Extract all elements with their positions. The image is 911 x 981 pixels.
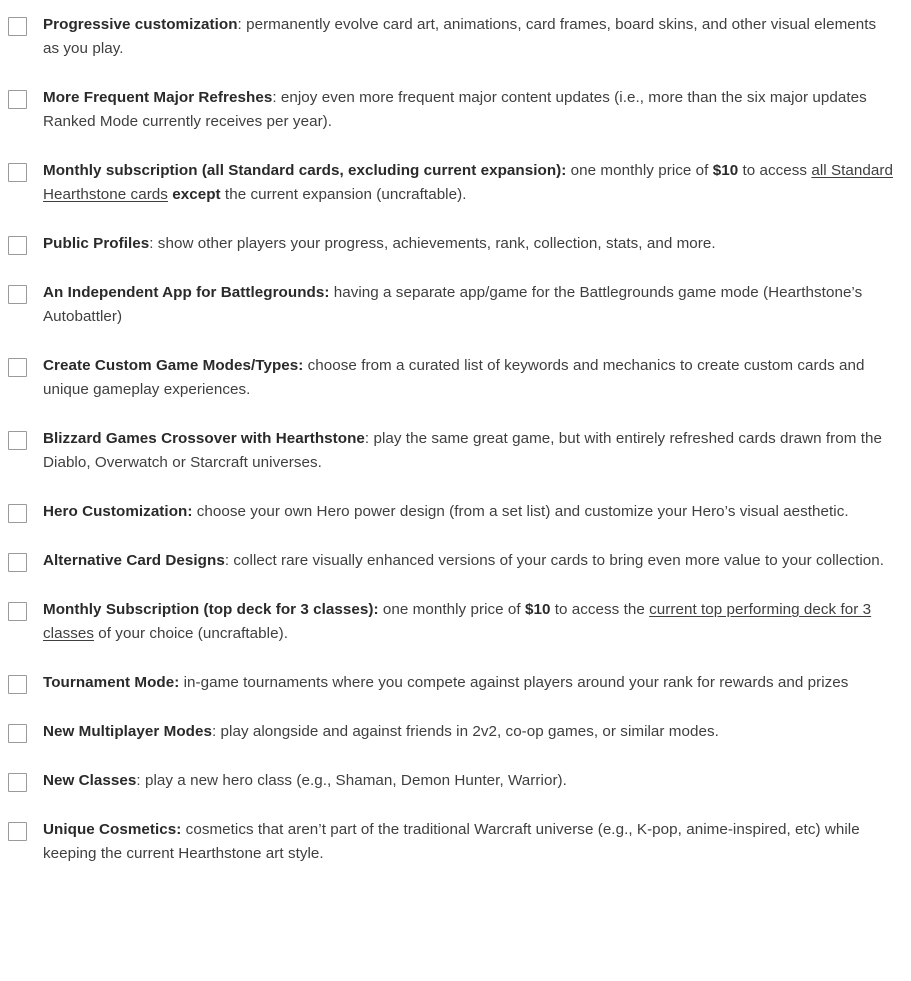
option-text bbox=[43, 671, 895, 695]
checkbox[interactable] bbox=[8, 504, 27, 523]
option-text bbox=[43, 818, 895, 866]
option-title: An Independent App for Battlegrounds: bbox=[43, 284, 330, 301]
option-text: Progressive customization: permanently evolve card art, animations, card frames, board skins, and other visual elements as you play. bbox=[43, 16, 877, 57]
option-title: More Frequent Major Refreshes bbox=[43, 89, 273, 106]
option-text bbox=[43, 500, 895, 524]
option-title: Monthly Subscription (top deck for 3 classes): bbox=[43, 601, 379, 618]
option-description: enjoy even more frequent major content updates (i.e., more than the six major updates Ranked Mode currently receives per year). bbox=[43, 89, 867, 130]
option-title: Hero Customization: bbox=[43, 503, 193, 520]
option-tournament-mode[interactable] bbox=[0, 674, 911, 695]
option-text: Monthly subscription (all Standard cards, excluding current expansion): one monthly price of $10 to access all Standard Hearthstone cards except the current expansion (uncraftable). bbox=[43, 162, 894, 203]
checkbox[interactable] bbox=[8, 17, 27, 36]
checkbox[interactable] bbox=[8, 724, 27, 743]
price: $10 bbox=[524, 601, 551, 618]
checkbox[interactable] bbox=[8, 431, 27, 450]
option-title: Blizzard Games Crossover with Hearthstone bbox=[43, 430, 365, 447]
checkbox[interactable] bbox=[8, 553, 27, 572]
option-title: Tournament Mode: bbox=[43, 674, 180, 691]
option-description: play the same great game, but with entirely refreshed cards drawn from the Diablo, Overwatch or Starcraft universes. bbox=[43, 430, 882, 471]
option-monthly-subscription-top-deck[interactable] bbox=[0, 601, 911, 646]
option-description: cosmetics that aren’t part of the traditional Warcraft universe (e.g., K-pop, anime-inspired, etc) while keeping the current Hearthstone art style. bbox=[43, 821, 860, 862]
option-text: Public Profiles: show other players your progress, achievements, rank, collection, stats, and more. bbox=[43, 235, 716, 252]
option-independent-battlegrounds-app[interactable] bbox=[0, 284, 911, 329]
option-blizzard-crossover[interactable] bbox=[0, 430, 911, 475]
option-progressive-customization[interactable] bbox=[0, 16, 911, 61]
option-title: Public Profiles bbox=[43, 235, 150, 252]
option-custom-game-modes[interactable] bbox=[0, 357, 911, 402]
price: $10 bbox=[712, 162, 739, 179]
option-monthly-subscription-standard[interactable] bbox=[0, 162, 911, 207]
option-title: Monthly subscription (all Standard cards, excluding current expansion): bbox=[43, 162, 567, 179]
checkbox[interactable] bbox=[8, 773, 27, 792]
option-text: More Frequent Major Refreshes: enjoy even more frequent major content updates (i.e., more than the six major updates Ranked Mode currently receives per year). bbox=[43, 89, 867, 130]
checkbox[interactable] bbox=[8, 675, 27, 694]
checkbox[interactable] bbox=[8, 236, 27, 255]
option-title: Progressive customization bbox=[43, 16, 238, 33]
checkbox[interactable] bbox=[8, 163, 27, 182]
option-description: having a separate app/game for the Battlegrounds game mode (Hearthstone’s Autobattler) bbox=[43, 284, 863, 325]
checkbox[interactable] bbox=[8, 90, 27, 109]
option-text bbox=[43, 354, 895, 402]
option-text: Blizzard Games Crossover with Hearthstone: play the same great game, but with entirely refreshed cards drawn from the Diablo, Overwatch or Starcraft universes. bbox=[43, 430, 882, 471]
option-description: show other players your progress, achievements, rank, collection, stats, and more. bbox=[153, 235, 716, 252]
option-description: play a new hero class (e.g., Shaman, Demon Hunter, Warrior). bbox=[140, 772, 567, 789]
option-alternative-card-designs[interactable] bbox=[0, 552, 911, 573]
checkbox[interactable] bbox=[8, 822, 27, 841]
checkbox[interactable] bbox=[8, 602, 27, 621]
option-text: Alternative Card Designs: collect rare visually enhanced versions of your cards to bring even more value to your collection. bbox=[43, 552, 885, 569]
option-title: New Classes bbox=[43, 772, 137, 789]
option-text: Monthly Subscription (top deck for 3 classes): one monthly price of $10 to access the current top performing deck for 3 classes of your choice (uncraftable). bbox=[43, 601, 872, 642]
option-text: New Classes: play a new hero class (e.g., Shaman, Demon Hunter, Warrior). bbox=[43, 772, 567, 789]
top-deck-link[interactable]: current top performing deck for 3 classes bbox=[43, 601, 872, 642]
option-more-frequent-major-refreshes[interactable] bbox=[0, 89, 911, 134]
option-hero-customization[interactable] bbox=[0, 503, 911, 524]
option-unique-cosmetics[interactable] bbox=[0, 821, 911, 866]
option-text bbox=[43, 281, 895, 329]
option-new-classes[interactable] bbox=[0, 772, 911, 793]
option-description: permanently evolve card art, animations, card frames, board skins, and other visual elements as you play. bbox=[43, 16, 877, 57]
option-description: in-game tournaments where you compete against players around your rank for rewards and prizes bbox=[179, 674, 849, 691]
option-title: Alternative Card Designs bbox=[43, 552, 225, 569]
checkbox[interactable] bbox=[8, 285, 27, 304]
option-new-multiplayer-modes[interactable] bbox=[0, 723, 911, 744]
option-text: New Multiplayer Modes: play alongside and against friends in 2v2, co-op games, or similar modes. bbox=[43, 723, 719, 740]
standard-cards-link[interactable]: all Standard Hearthstone cards bbox=[43, 162, 894, 203]
emphasis-except: except bbox=[172, 186, 221, 203]
option-title: Unique Cosmetics: bbox=[43, 821, 182, 838]
option-title: Create Custom Game Modes/Types: bbox=[43, 357, 304, 374]
checkbox[interactable] bbox=[8, 358, 27, 377]
option-description: choose your own Hero power design (from a set list) and customize your Hero’s visual aesthetic. bbox=[192, 503, 849, 520]
option-description: choose from a curated list of keywords and mechanics to create custom cards and unique gameplay experiences. bbox=[43, 357, 865, 398]
option-public-profiles[interactable] bbox=[0, 235, 911, 256]
option-description: play alongside and against friends in 2v2, co-op games, or similar modes. bbox=[216, 723, 719, 740]
option-description: collect rare visually enhanced versions of your cards to bring even more value to your collection. bbox=[229, 552, 885, 569]
option-title: New Multiplayer Modes bbox=[43, 723, 212, 740]
